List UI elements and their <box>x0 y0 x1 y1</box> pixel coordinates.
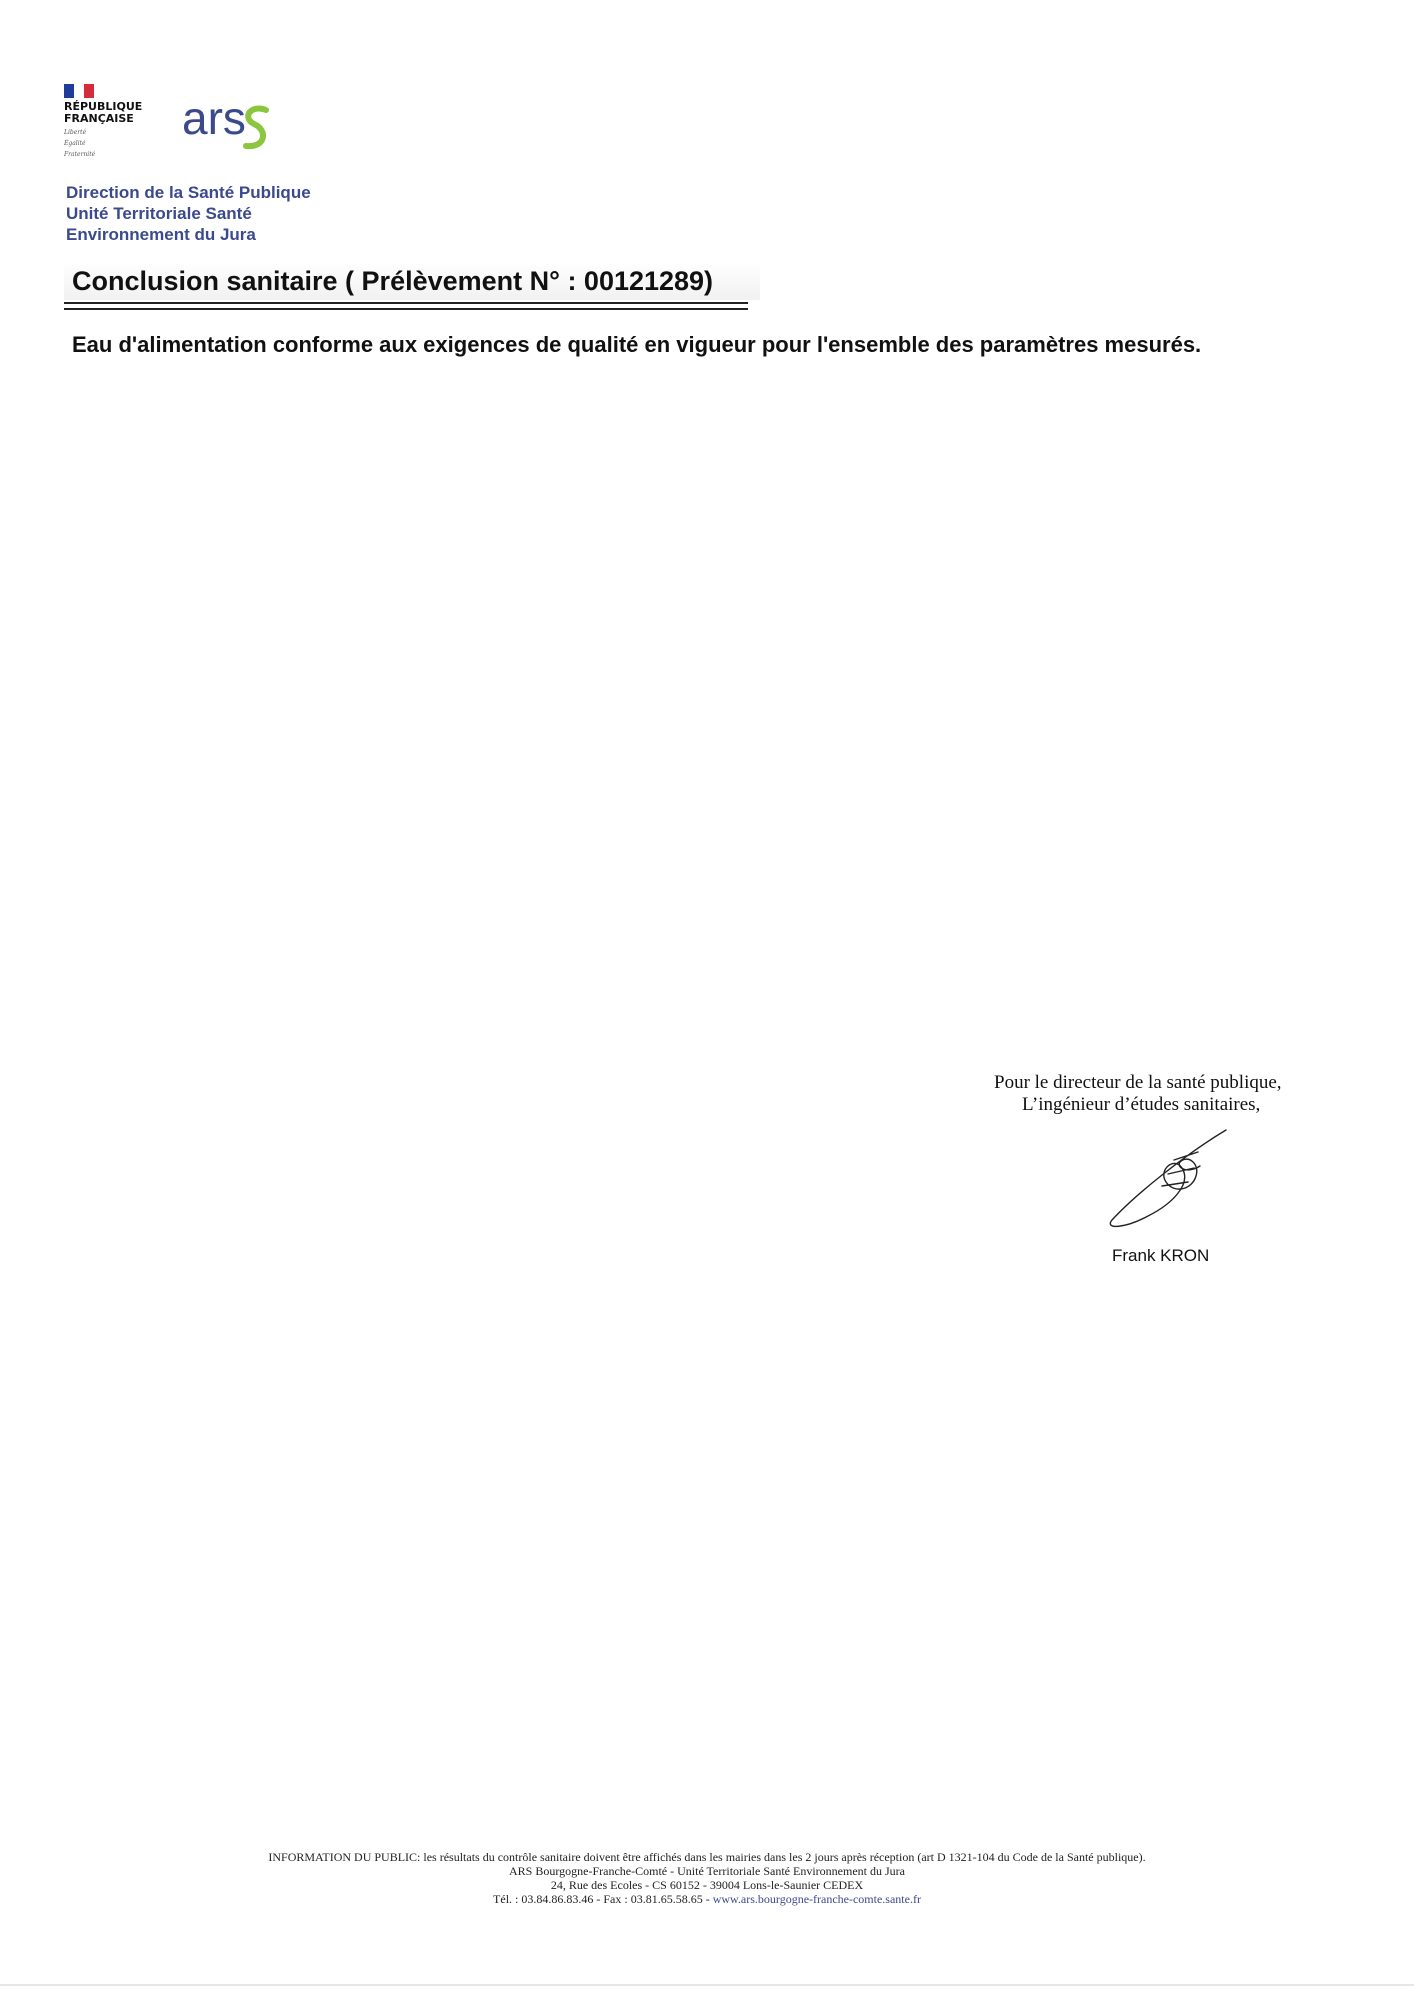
footer-line3: 24, Rue des Ecoles - CS 60152 - 39004 Lons-le-Saunier CEDEX <box>550 1878 864 1892</box>
footer <box>180 1850 1234 1906</box>
direction-block <box>66 182 311 245</box>
motto-line1: Liberté <box>64 129 87 136</box>
direction-line3: Environnement du Jura <box>66 225 256 244</box>
page-bottom-edge <box>0 1984 1414 1986</box>
ars-wordmark-graphic <box>180 96 290 156</box>
footer-line1: INFORMATION DU PUBLIC: les résultats du contrôle sanitaire doivent être affichés dans les mairies dans les 2 jours après réception (art D 1321-104 du Code de la Santé publique). <box>268 1850 1146 1864</box>
signature-line2: L’ingénieur d’études sanitaires, <box>1022 1094 1261 1115</box>
conclusion-title: Conclusion sanitaire ( Prélèvement N° : 00121289) <box>64 262 760 300</box>
footer-contact: Tél. : 03.84.86.83.46 - Fax : 03.81.65.58.65 - <box>493 1892 713 1906</box>
ars-wordmark: ars <box>182 96 246 144</box>
direction-line1: Direction de la Santé Publique <box>66 183 311 202</box>
motto-line2: Égalité <box>64 140 86 147</box>
direction-line2: Unité Territoriale Santé <box>66 204 252 223</box>
republique-name-line2: FRANÇAISE <box>64 112 134 125</box>
french-flag-icon <box>64 84 94 98</box>
conclusion-text: Eau d'alimentation conforme aux exigences de qualité en vigueur pour l'ensemble des paramètres mesurés. <box>72 332 1202 357</box>
title-underline <box>64 302 748 304</box>
website-link[interactable]: www.ars.bourgogne-franche-comte.sante.fr <box>712 1892 921 1906</box>
handwritten-signature <box>1096 1124 1236 1239</box>
signature-line1: Pour le directeur de la santé publique, <box>994 1072 1282 1093</box>
republique-name-line1: RÉPUBLIQUE <box>64 100 143 113</box>
motto-line3: Fraternité <box>64 151 96 158</box>
republique-francaise-logo <box>64 84 154 158</box>
title-underline-double <box>64 308 748 310</box>
ars-logo <box>180 96 290 166</box>
footer-line4 <box>180 1892 1234 1906</box>
signer-name: Frank KRON <box>1112 1246 1210 1265</box>
ars-s-mark-icon <box>246 109 266 147</box>
footer-line2: ARS Bourgogne-Franche-Comté - Unité Territoriale Santé Environnement du Jura <box>509 1864 905 1878</box>
